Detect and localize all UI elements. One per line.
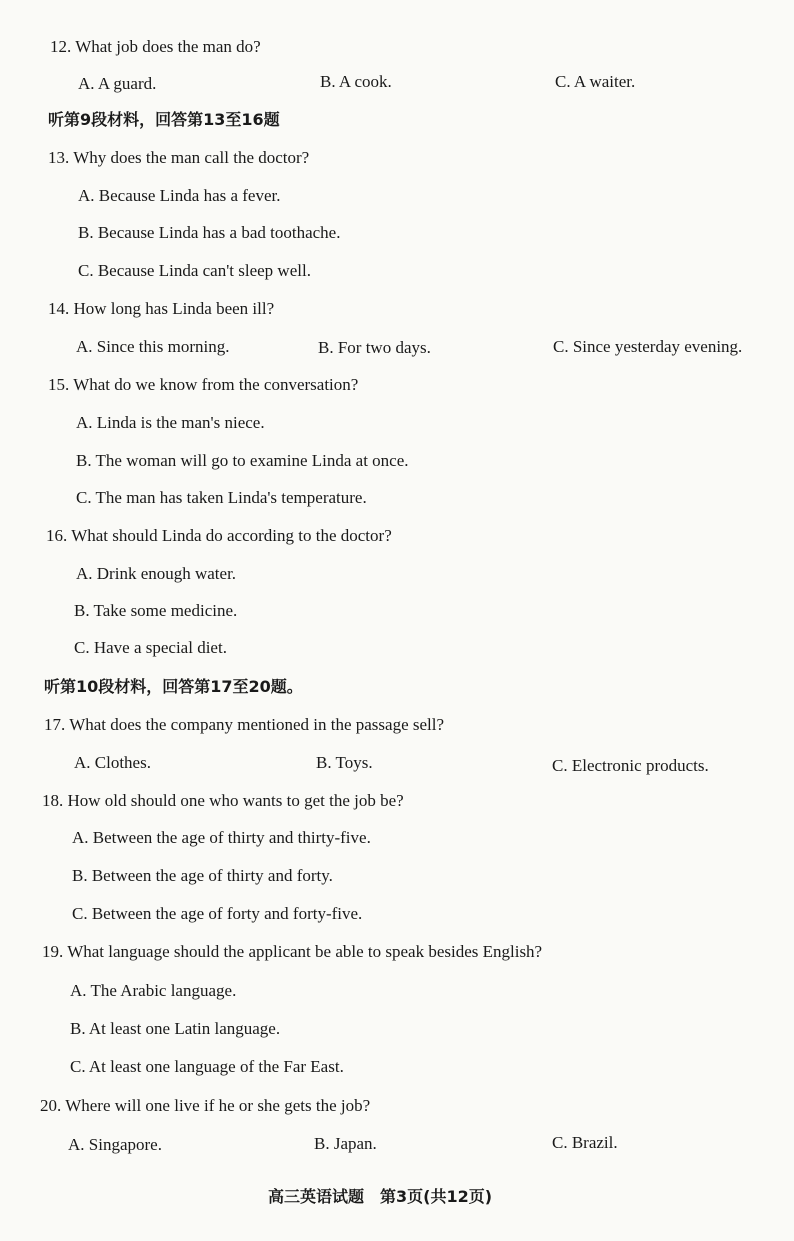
q17-option-c: C. Electronic products.	[552, 756, 709, 775]
q16-option-b: B. Take some medicine.	[74, 601, 238, 620]
q18-option-c: C. Between the age of forty and forty-five.	[72, 904, 363, 923]
question-15: 15. What do we know from the conversation?	[48, 375, 359, 394]
q16-option-a: A. Drink enough water.	[76, 564, 237, 583]
page-footer: 高三英语试题 第3页(共12页)	[268, 1187, 493, 1206]
q14-option-a: A. Since this morning.	[76, 337, 230, 356]
q12-option-a: A. A guard.	[78, 74, 157, 93]
q15-option-a: A. Linda is the man's niece.	[76, 413, 265, 432]
question-19: 19. What language should the applicant be able to speak besides English?	[42, 942, 543, 961]
question-20: 20. Where will one live if he or she gets the job?	[40, 1096, 371, 1115]
question-12: 12. What job does the man do?	[50, 37, 261, 56]
question-14: 14. How long has Linda been ill?	[48, 299, 275, 318]
section-heading-10: 听第10段材料，回答第17至20题。	[44, 677, 303, 696]
question-16: 16. What should Linda do according to the doctor?	[46, 526, 392, 545]
q19-option-c: C. At least one language of the Far East.	[70, 1057, 344, 1076]
q12-option-b: B. A cook.	[320, 72, 392, 91]
q13-option-b: B. Because Linda has a bad toothache.	[78, 223, 341, 242]
q20-option-a: A. Singapore.	[68, 1135, 162, 1154]
question-17: 17. What does the company mentioned in the passage sell?	[44, 715, 445, 734]
q18-option-b: B. Between the age of thirty and forty.	[72, 866, 333, 885]
q20-option-b: B. Japan.	[314, 1134, 377, 1153]
section-heading-9: 听第9段材料，回答第13至16题	[48, 110, 280, 129]
q18-option-a: A. Between the age of thirty and thirty-five.	[72, 828, 371, 847]
question-18: 18. How old should one who wants to get the job be?	[42, 791, 404, 810]
q15-option-b: B. The woman will go to examine Linda at once.	[76, 451, 409, 470]
q13-option-c: C. Because Linda can't sleep well.	[78, 261, 311, 280]
q15-option-c: C. The man has taken Linda's temperature.	[76, 488, 367, 507]
q14-option-b: B. For two days.	[318, 338, 431, 357]
q17-option-b: B. Toys.	[316, 753, 373, 772]
q12-option-c: C. A waiter.	[555, 72, 636, 91]
q19-option-b: B. At least one Latin language.	[70, 1019, 281, 1038]
q14-option-c: C. Since yesterday evening.	[553, 337, 743, 356]
q19-option-a: A. The Arabic language.	[70, 981, 237, 1000]
question-13: 13. Why does the man call the doctor?	[48, 148, 310, 167]
q17-option-a: A. Clothes.	[74, 753, 151, 772]
q13-option-a: A. Because Linda has a fever.	[78, 186, 281, 205]
q20-option-c: C. Brazil.	[552, 1133, 618, 1152]
q16-option-c: C. Have a special diet.	[74, 638, 227, 657]
